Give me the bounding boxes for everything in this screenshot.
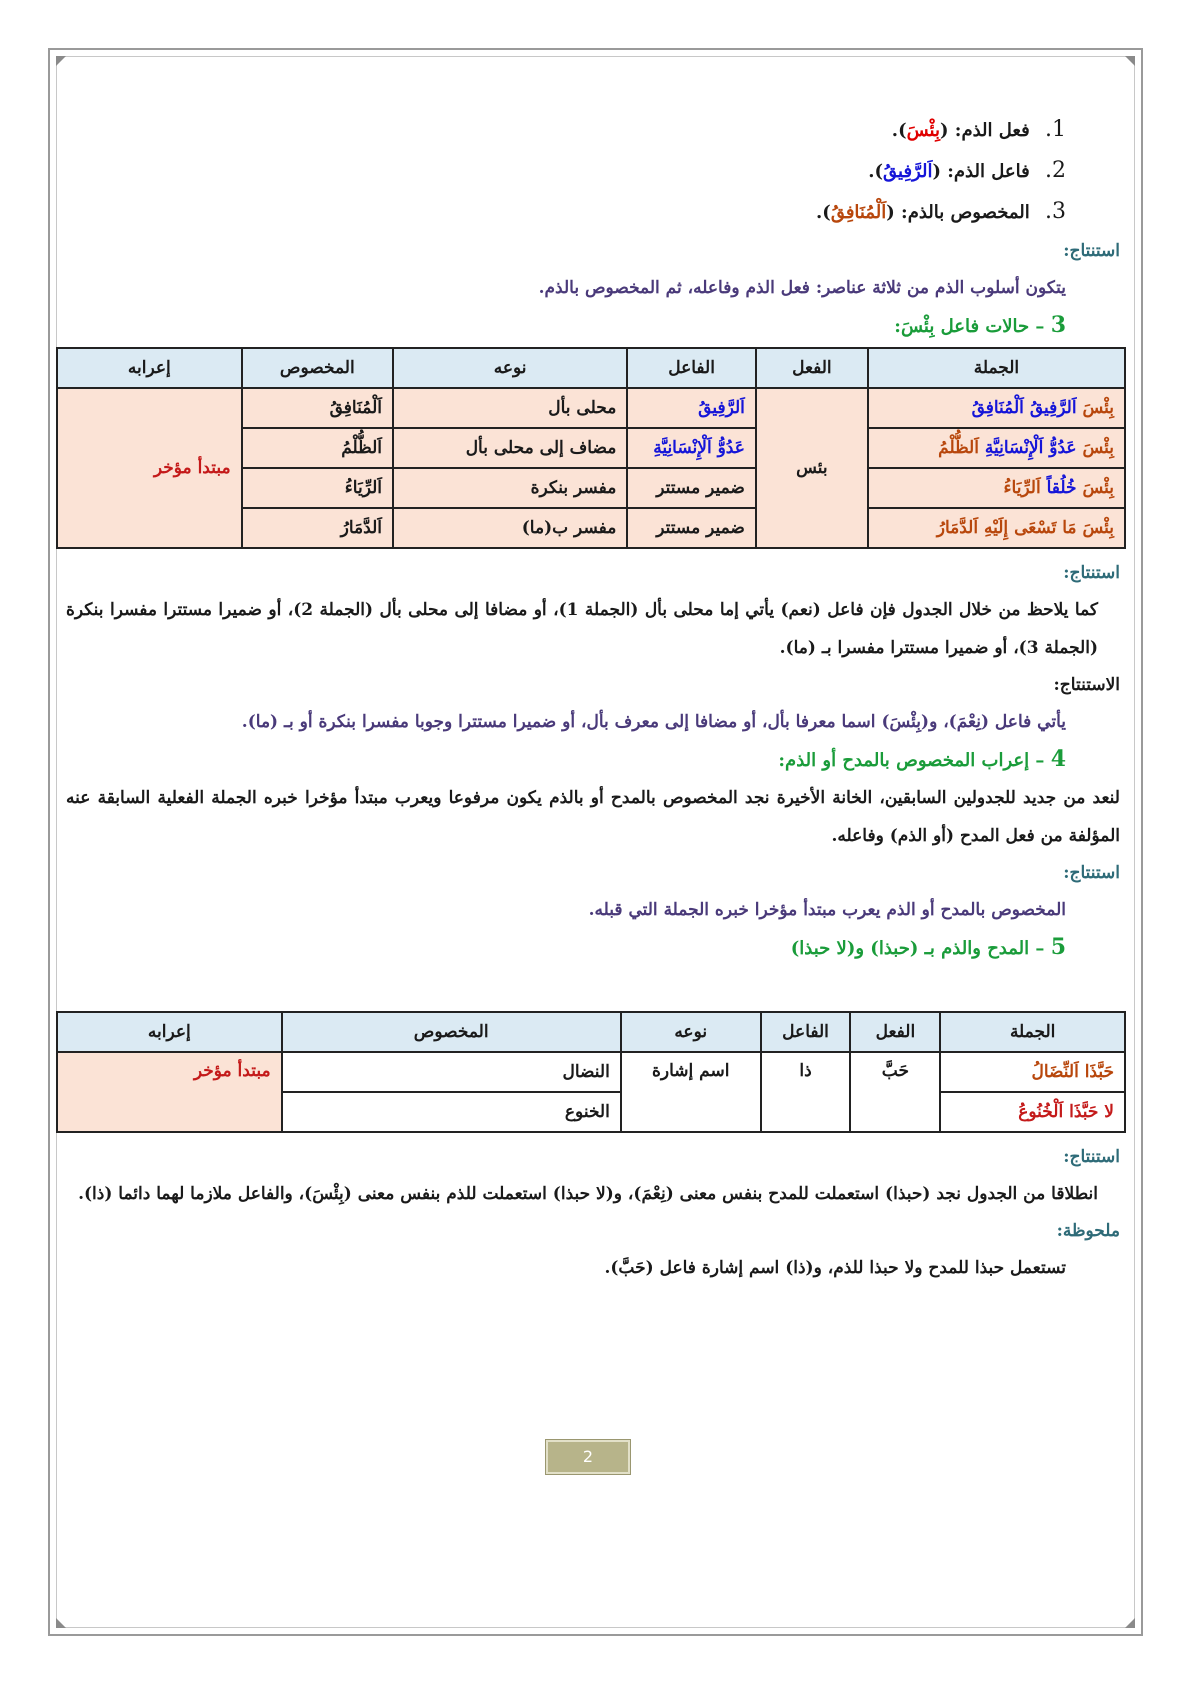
list-value: اَلرَّفِيقُ bbox=[883, 161, 933, 182]
fa3il-cell: اَلرَّفِيقُ bbox=[627, 388, 756, 428]
sentence-fa3il: اَلرَّفِيقُ bbox=[1029, 398, 1077, 418]
list-end: . bbox=[891, 120, 899, 141]
section-title: – حالات فاعل بِئْسَ: bbox=[894, 316, 1051, 337]
sentence-cell: حَبَّذَا اَلنِّضَالُ bbox=[940, 1052, 1125, 1092]
makhsus-cell: الخنوع bbox=[282, 1092, 621, 1132]
conclusion-label: استنتاج: bbox=[1063, 1147, 1120, 1167]
paragraph: كما يلاحظ من خلال الجدول فإن فاعل (نعم) يأتي إما محلى بأل (الجملة 1)، أو مضافا إلى محلى بأل (الجملة 2)، أو ضميرا مستترا مفسرا بنكرة (الجملة 3)، أو ضميرا مستترا مفسرا بـ (ما). bbox=[66, 600, 1098, 658]
conclusion-label: استنتاج: bbox=[1063, 863, 1120, 883]
list-item: 2. فاعل الذم: (اَلرَّفِيقُ). bbox=[56, 151, 1066, 192]
corner-ornament bbox=[1125, 1618, 1135, 1628]
column-header: الفعل bbox=[850, 1012, 940, 1052]
sentence-cell: لا حَبَّذَا اَلْخُنُوعُ bbox=[940, 1092, 1125, 1132]
type-cell: اسم إشارة bbox=[621, 1052, 761, 1132]
section-number: 5 bbox=[1050, 934, 1066, 960]
verb-cell: بئس bbox=[756, 388, 868, 548]
makhsus-cell: اَلدَّمَارُ bbox=[242, 508, 393, 548]
spacer bbox=[56, 967, 1126, 1011]
type-cell: مفسر بنكرة bbox=[393, 468, 627, 508]
list-number: 3. bbox=[1045, 199, 1066, 224]
sentence-fa3il: خُلُقاً bbox=[1046, 478, 1077, 498]
sentence-verb: بِئْسَ bbox=[1076, 438, 1114, 458]
sentence-verb: بِئْسَ bbox=[1076, 398, 1114, 418]
list-item: 3. المخصوص بالذم: (اَلْمُنَافِقُ). bbox=[56, 192, 1066, 233]
type-cell: مضاف إلى محلى بأل bbox=[393, 428, 627, 468]
fa3il-cell: ضمير مستتر bbox=[627, 508, 756, 548]
list-end: . bbox=[816, 202, 823, 223]
column-header: الفاعل bbox=[627, 348, 756, 388]
table-habbatha bbox=[56, 1011, 1126, 1133]
column-header: الفعل bbox=[756, 348, 868, 388]
sentence-cell bbox=[868, 428, 1125, 468]
corner-ornament bbox=[56, 1618, 66, 1628]
section-heading-5 bbox=[56, 929, 1126, 967]
sentence-fa3il: عَدُوُّ اَلْإِنْسَانِيَّةِ bbox=[984, 438, 1077, 458]
irab-cell: مبتدأ مؤخر bbox=[57, 1052, 282, 1132]
corner-ornament bbox=[56, 56, 66, 66]
table-header-row bbox=[57, 1012, 1125, 1052]
column-header: المخصوص bbox=[242, 348, 393, 388]
makhsus-cell: النضال bbox=[282, 1052, 621, 1092]
corner-ornament bbox=[1125, 56, 1135, 66]
conclusion-text: يتكون أسلوب الذم من ثلاثة عناصر: فعل الذم وفاعله، ثم المخصوص بالذم. bbox=[538, 278, 1066, 298]
column-header: إعرابه bbox=[57, 1012, 282, 1052]
column-header: المخصوص bbox=[282, 1012, 621, 1052]
note-label: ملحوظة: bbox=[1056, 1221, 1120, 1241]
paragraph: انطلاقا من الجدول نجد (حبذا) استعملت للمدح بنفس معنى (نِعْمَ)، و(لا حبذا) استعملت للذم بنفس معنى (بِئْسَ)، والفاعل ملازما لهما دائما (ذا). bbox=[78, 1184, 1098, 1204]
makhsus-cell: اَلرِّيَاءُ bbox=[242, 468, 393, 508]
type-cell: مفسر ب(ما) bbox=[393, 508, 627, 548]
irab-cell: مبتدأ مؤخر bbox=[57, 388, 242, 548]
column-header: نوعه bbox=[621, 1012, 761, 1052]
verb-cell: حَبَّ bbox=[850, 1052, 940, 1132]
fa3il-cell: ذا bbox=[761, 1052, 851, 1132]
list-end: . bbox=[868, 161, 875, 182]
conclusion-label: استنتاج: bbox=[1063, 241, 1120, 261]
sentence-cell bbox=[868, 388, 1125, 428]
list-number: 1. bbox=[1045, 117, 1066, 142]
list-item: 1. فعل الذم: (بِئْسَ). bbox=[56, 110, 1066, 151]
paragraph: لنعد من جديد للجدولين السابقين، الخانة الأخيرة نجد المخصوص بالمدح أو بالذم يكون مرفوعا ويعرب مبتدأ مؤخرا خبره الجملة الفعلية السابقة عنه المؤلفة من فعل المدح (أو الذم) وفاعله. bbox=[66, 788, 1120, 846]
column-header: الفاعل bbox=[761, 1012, 851, 1052]
list-label: فاعل الذم: bbox=[941, 161, 1030, 182]
list-value: اَلْمُنَافِقُ bbox=[830, 202, 887, 223]
column-header: إعرابه bbox=[57, 348, 242, 388]
column-header: الجملة bbox=[868, 348, 1125, 388]
section-heading-4 bbox=[56, 741, 1126, 779]
column-header: نوعه bbox=[393, 348, 627, 388]
list-value: بِئْسَ bbox=[906, 120, 940, 141]
makhsus-cell: اَلظُّلْمُ bbox=[242, 428, 393, 468]
elements-list bbox=[56, 110, 1126, 233]
section-title: – إعراب المخصوص بالمدح أو الذم: bbox=[778, 750, 1051, 771]
fa3il-cell: ضمير مستتر bbox=[627, 468, 756, 508]
conclusion-label: الاستنتاج: bbox=[1053, 675, 1120, 695]
sentence-verb: بِئْسَ bbox=[1076, 518, 1114, 538]
note-text: تستعمل حبذا للمدح ولا حبذا للذم، و(ذا) اسم إشارة فاعل (حَبَّ). bbox=[604, 1258, 1066, 1278]
sentence-makhsus: اَلرِّيَاءُ bbox=[1003, 478, 1047, 498]
sentence-cell bbox=[868, 468, 1125, 508]
type-cell: محلى بأل bbox=[393, 388, 627, 428]
column-header: الجملة bbox=[940, 1012, 1125, 1052]
sentence-fa3il: مَا تَسْعَى إِلَيْهِ bbox=[984, 518, 1077, 538]
fa3il-cell: عَدُوُّ اَلْإِنْسَانِيَّةِ bbox=[627, 428, 756, 468]
section-heading-3 bbox=[56, 307, 1126, 345]
page-number: 2 bbox=[546, 1440, 630, 1474]
makhsus-cell: اَلْمُنَافِقُ bbox=[242, 388, 393, 428]
sentence-makhsus: اَلظُّلْمُ bbox=[938, 438, 985, 458]
list-number: 2. bbox=[1045, 158, 1066, 183]
conclusion-text: يأتي فاعل (نِعْمَ)، و(بِئْسَ) اسما معرفا بأل، أو مضافا إلى معرف بأل، أو ضميرا مستترا وجوبا مفسرا بنكرة أو بـ (ما). bbox=[241, 712, 1066, 732]
page-content bbox=[56, 110, 1126, 1287]
sentence-makhsus: اَلْمُنَافِقُ bbox=[971, 398, 1030, 418]
section-number: 4 bbox=[1050, 746, 1066, 772]
list-label: فعل الذم: bbox=[948, 120, 1030, 141]
list-label: المخصوص بالذم: bbox=[894, 202, 1030, 223]
section-number: 3 bbox=[1050, 312, 1066, 338]
table-row bbox=[57, 1052, 1125, 1092]
conclusion-label: استنتاج: bbox=[1063, 563, 1120, 583]
sentence-makhsus: اَلدَّمَارُ bbox=[936, 518, 984, 538]
sentence-cell bbox=[868, 508, 1125, 548]
section-title: – المدح والذم بـ (حبذا) و(لا حبذا) bbox=[790, 938, 1051, 959]
sentence-verb: بِئْسَ bbox=[1076, 478, 1114, 498]
conclusion-text: المخصوص بالمدح أو الذم يعرب مبتدأ مؤخرا خبره الجملة التي قبله. bbox=[588, 900, 1066, 920]
table-row bbox=[57, 388, 1125, 428]
table-header-row bbox=[57, 348, 1125, 388]
table-bi2sa-fa3il bbox=[56, 347, 1126, 549]
